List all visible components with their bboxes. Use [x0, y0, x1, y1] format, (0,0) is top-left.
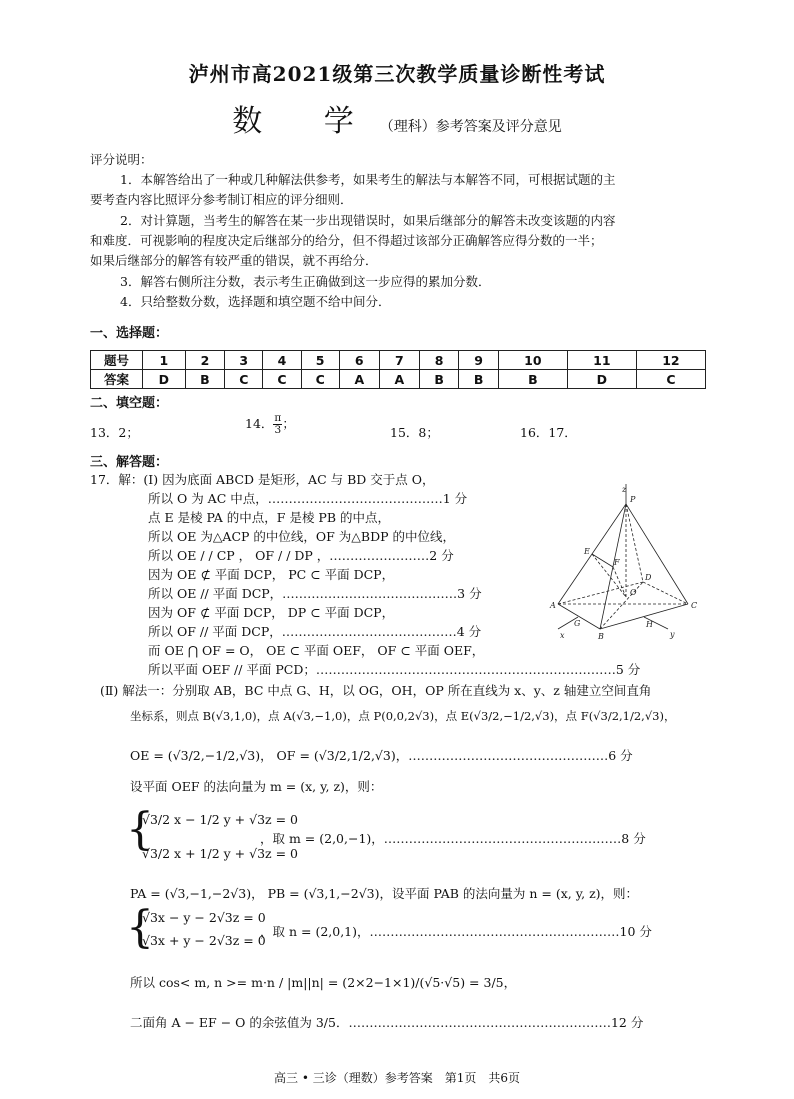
solve-line: 17．解：(Ⅰ) 因为底面 ABCD 是矩形，AC 与 BD 交于点 O，	[90, 472, 435, 487]
table-row	[91, 370, 706, 389]
table-cell: 题号	[91, 351, 143, 370]
fill-q16: 16．17．	[520, 425, 577, 440]
solve-line: 而 OE ⋂ OF = O， OE ⊂ 平面 OEF， OF ⊂ 平面 OEF，	[148, 643, 485, 658]
solve-line: 点 E 是棱 PA 的中点，F 是棱 PB 的中点，	[148, 510, 390, 525]
solve-line: OE = (√3/2,−1/2,√3)， OF = (√3/2,1/2,√3)，…………………………………………6 分	[130, 748, 633, 763]
solve-heading: 三、解答题：	[90, 455, 169, 470]
table-cell: A	[339, 370, 379, 389]
label-y: y	[670, 630, 675, 639]
table-cell: 12	[636, 351, 705, 370]
brace: {	[126, 804, 154, 855]
solve-line: 设平面 OEF 的法向量为 m = (x, y, z)，则：	[130, 779, 383, 794]
label-A: A	[550, 601, 556, 610]
seg-EF	[592, 554, 613, 567]
solve-line: PA = (√3,−1,−2√3)， PB = (√3,1,−2√3)，设平面 PAB 的法向量为 n = (x, y, z)，则：	[130, 886, 639, 901]
solve-line: 二面角 A − EF − O 的余弦值为 3/5．………………………………………………………12 分	[130, 1015, 644, 1030]
equation: √3x + y − 2√3z = 0	[142, 933, 266, 948]
note-4: 4．只给整数分数，选择题和填空题不给中间分．	[120, 294, 391, 309]
equation: √3/2 x − 1/2 y + √3z = 0	[142, 812, 298, 827]
table-cell: 答案	[91, 370, 143, 389]
fill-q15: 15．8；	[390, 425, 439, 440]
table-cell: C	[636, 370, 705, 389]
table-cell: A	[379, 370, 419, 389]
seg-OF	[613, 567, 626, 597]
subtitle-text: （理科）参考答案及评分意见	[379, 119, 562, 135]
note-1a: 1．本解答给出了一种或几种解法供参考，如果考生的解法与本解答不同，可根据试题的主	[120, 172, 616, 187]
page-footer: 高三 • 三诊（理数）参考答案 第1页 共6页	[274, 1071, 520, 1085]
solve-line: 因为 OF ⊄ 平面 DCP， DP ⊂ 平面 DCP，	[148, 605, 395, 620]
note-3: 3．解答右侧所注分数，表示考生正确做到这一步应得的累加分数．	[120, 274, 491, 289]
table-cell: 7	[379, 351, 419, 370]
note-2a: 2．对计算题，当考生的解答在某一步出现错误时，如果后继部分的解答未改变该题的内容	[120, 213, 616, 228]
table-cell: 3	[225, 351, 263, 370]
table-cell: D	[567, 370, 636, 389]
table-cell: 4	[263, 351, 301, 370]
solve-line: 所以 O 为 AC 中点，……………………………………1 分	[148, 491, 468, 506]
note-2c: 如果后继部分的解答有较严重的错误，就不再给分．	[90, 253, 378, 268]
solve-line: ，取 n = (2,0,1)，……………………………………………………10 分	[260, 924, 652, 939]
table-cell: 6	[339, 351, 379, 370]
subject-label: 数 学	[232, 104, 380, 139]
answer-table	[90, 350, 706, 389]
equation: √3x − y − 2√3z = 0	[142, 910, 266, 925]
solve-line: ，取 m = (2,0,−1)，…………………………………………………8 分	[260, 831, 646, 846]
page-subtitle	[0, 96, 794, 140]
table-cell: B	[419, 370, 458, 389]
solve-line: 所以 cos< m, n >= m·n / |m||n| = (2×2−1×1)/(√5·√5) = 3/5，	[130, 975, 517, 990]
table-cell: 8	[419, 351, 458, 370]
fill-heading: 二、填空题：	[90, 396, 169, 411]
note-1b: 要考查内容比照评分参考制订相应的评分细则．	[90, 192, 353, 207]
label-H: H	[646, 620, 653, 629]
table-cell: 9	[459, 351, 498, 370]
table-cell: C	[301, 370, 339, 389]
table-cell: B	[185, 370, 224, 389]
solve-line: 因为 OE ⊄ 平面 DCP， PC ⊂ 平面 DCP，	[148, 567, 395, 582]
solve-line: 所以平面 OEF // 平面 PCD；………………………………………………………………5 分	[148, 662, 641, 677]
table-cell: 10	[498, 351, 567, 370]
fill-q14-end: ；	[282, 416, 295, 431]
table-cell: 11	[567, 351, 636, 370]
solve-line: 所以 OE // 平面 DCP，……………………………………3 分	[148, 586, 482, 601]
label-O: O	[630, 588, 637, 597]
label-D: D	[645, 573, 652, 582]
label-x: x	[560, 631, 565, 640]
label-F: F	[614, 558, 620, 567]
table-cell: D	[143, 370, 186, 389]
table-cell: B	[498, 370, 567, 389]
solve-line: 所以 OE 为△ACP 的中位线，OF 为△BDP 的中位线，	[148, 529, 456, 544]
table-cell: 1	[143, 351, 186, 370]
table-cell: C	[225, 370, 263, 389]
table-cell: B	[459, 370, 498, 389]
table-cell: 5	[301, 351, 339, 370]
equation: √3/2 x + 1/2 y + √3z = 0	[142, 846, 298, 861]
table-cell: 2	[185, 351, 224, 370]
solve-line: 坐标系，则点 B(√3,1,0)，点 A(√3,−1,0)，点 P(0,0,2√3)，点 E(√3/2,−1/2,√3)，点 F(√3/2,1/2,√3)，	[130, 709, 676, 723]
solve-line: 所以 OF // 平面 DCP，……………………………………4 分	[148, 624, 482, 639]
edge-BC	[600, 604, 688, 629]
notes-heading: 评分说明：	[90, 152, 153, 167]
brace: {	[126, 902, 154, 953]
note-2b: 和难度．可视影响的程度决定后继部分的给分，但不得超过该部分正确解答应得分数的一半；	[90, 233, 603, 248]
table-row	[91, 351, 706, 370]
fill-q14-num: π	[274, 412, 282, 424]
edge-PD	[626, 504, 643, 582]
label-B: B	[598, 632, 604, 641]
solve-line: 所以 OE / / CP ， OF / / DP ，……………………2 分	[148, 548, 454, 563]
page-title: 泸州市高2021级第三次教学质量诊断性考试	[188, 62, 606, 86]
pyramid-figure	[548, 482, 708, 642]
choice-heading: 一、选择题：	[90, 326, 169, 341]
label-G: G	[574, 619, 581, 628]
label-E: E	[584, 547, 590, 556]
label-P: P	[630, 495, 636, 504]
fill-q14-label: 14．	[245, 416, 274, 431]
fill-q14-den: 3	[274, 424, 282, 436]
fill-q13: 13．2；	[90, 425, 139, 440]
solve-line: (Ⅱ) 解法一：分别取 AB，BC 中点 G、H，以 OG，OH，OP 所在直线为 x、y、z 轴建立空间直角	[100, 683, 652, 698]
fill-q14	[245, 413, 295, 436]
label-z: z	[622, 485, 627, 494]
table-cell: C	[263, 370, 301, 389]
label-C: C	[691, 601, 698, 610]
